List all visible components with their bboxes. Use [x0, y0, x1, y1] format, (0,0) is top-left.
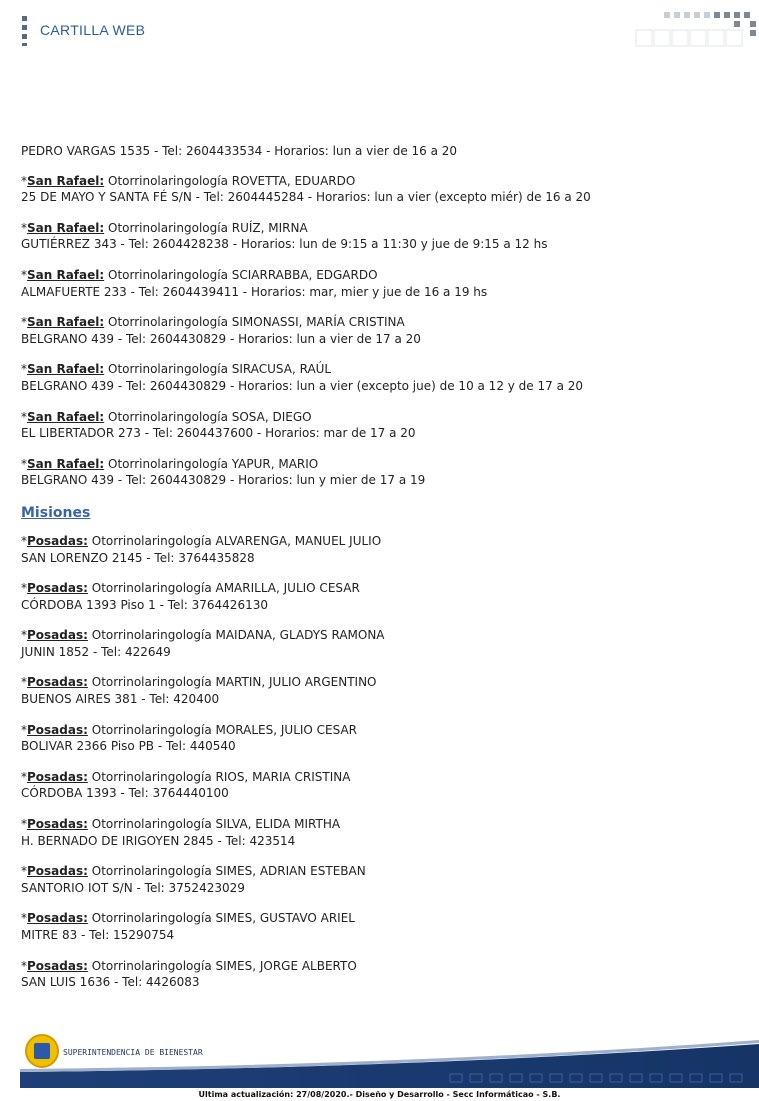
- specialty-provider: Otorrinolaringología MORALES, JULIO CESAR: [91, 722, 358, 737]
- specialty-provider: Otorrinolaringología SIRACUSA, RAÚL: [108, 362, 332, 377]
- list-item: [21, 314, 741, 347]
- footer-wave-band: [20, 1038, 759, 1088]
- location-link[interactable]: Posadas:: [27, 675, 88, 690]
- address-line: BUENOS AIRES 381 - Tel: 420400: [21, 692, 220, 707]
- list-item: [21, 456, 741, 489]
- address-line: PEDRO VARGAS 1535 - Tel: 2604433534 - Horarios: lun a vier de 16 a 20: [21, 144, 458, 158]
- list-item: [21, 769, 741, 802]
- list-item: [21, 580, 741, 613]
- location-link[interactable]: San Rafael:: [27, 267, 105, 282]
- address-line: BELGRANO 439 - Tel: 2604430829 - Horarios: lun a vier (excepto jue) de 10 a 12 y de 17 a 20: [21, 378, 584, 393]
- asterisk: *: [21, 722, 27, 737]
- list-item: [21, 267, 741, 300]
- section-title-misiones[interactable]: Misiones: [21, 504, 91, 521]
- specialty-provider: Otorrinolaringología SOSA, DIEGO: [108, 409, 312, 424]
- address-line: SAN LORENZO 2145 - Tel: 3764435828: [21, 550, 255, 565]
- address-line: ALMAFUERTE 233 - Tel: 2604439411 - Horarios: mar, mier y jue de 16 a 19 hs: [21, 284, 488, 299]
- location-link[interactable]: San Rafael:: [27, 173, 105, 188]
- asterisk: *: [21, 409, 27, 424]
- page-footer: [0, 1030, 759, 1101]
- asterisk: *: [21, 315, 27, 330]
- list-item: [21, 361, 741, 394]
- location-link[interactable]: Posadas:: [27, 533, 88, 548]
- asterisk: *: [21, 628, 27, 643]
- list-item: [21, 627, 741, 660]
- address-line: EL LIBERTADOR 273 - Tel: 2604437600 - Horarios: mar de 17 a 20: [21, 426, 416, 441]
- header-title: CARTILLA WEB: [40, 22, 146, 38]
- page-header: [0, 0, 759, 60]
- asterisk: *: [21, 958, 27, 973]
- specialty-provider: Otorrinolaringología SIMONASSI, MARÍA CRISTINA: [108, 315, 405, 330]
- list-item: [21, 173, 741, 206]
- asterisk: *: [21, 533, 27, 548]
- specialty-provider: Otorrinolaringología YAPUR, MARIO: [108, 456, 319, 471]
- asterisk: *: [21, 220, 27, 235]
- address-line: SAN LUIS 1636 - Tel: 4426083: [21, 975, 200, 990]
- asterisk: *: [21, 817, 27, 832]
- location-link[interactable]: San Rafael:: [27, 362, 105, 377]
- specialty-provider: Otorrinolaringología RUÍZ, MIRNA: [108, 220, 308, 235]
- address-line: 25 DE MAYO Y SANTA FÉ S/N - Tel: 2604445284 - Horarios: lun a vier (excepto miér) de 16 a 20: [21, 190, 591, 205]
- specialty-provider: Otorrinolaringología MARTIN, JULIO ARGENTINO: [91, 675, 377, 690]
- list-item: [21, 863, 741, 896]
- list-item: [21, 533, 741, 566]
- specialty-provider: Otorrinolaringología RIOS, MARIA CRISTINA: [91, 769, 351, 784]
- address-line: JUNIN 1852 - Tel: 422649: [21, 644, 171, 659]
- asterisk: *: [21, 362, 27, 377]
- specialty-provider: Otorrinolaringología AMARILLA, JULIO CESAR: [91, 581, 360, 596]
- location-link[interactable]: San Rafael:: [27, 220, 105, 235]
- list-item: [21, 674, 741, 707]
- specialty-provider: Otorrinolaringología SIMES, GUSTAVO ARIEL: [91, 911, 355, 926]
- location-link[interactable]: Posadas:: [27, 864, 88, 879]
- address-line: SANTORIO IOT S/N - Tel: 3752423029: [21, 880, 245, 895]
- asterisk: *: [21, 769, 27, 784]
- header-pixel-decoration: [634, 10, 759, 50]
- location-link[interactable]: Posadas:: [27, 911, 88, 926]
- location-link[interactable]: Posadas:: [27, 958, 88, 973]
- provider-list: [21, 143, 741, 1005]
- list-item: [21, 722, 741, 755]
- header-accent-bar: [22, 16, 27, 46]
- specialty-provider: Otorrinolaringología SIMES, JORGE ALBERTO: [91, 958, 357, 973]
- address-line: H. BERNADO DE IRIGOYEN 2845 - Tel: 423514: [21, 833, 296, 848]
- specialty-provider: Otorrinolaringología ROVETTA, EDUARDO: [108, 173, 356, 188]
- location-link[interactable]: San Rafael:: [27, 409, 105, 424]
- location-link[interactable]: Posadas:: [27, 769, 88, 784]
- location-link[interactable]: San Rafael:: [27, 315, 105, 330]
- asterisk: *: [21, 675, 27, 690]
- list-item: [21, 958, 741, 991]
- address-line: CÓRDOBA 1393 - Tel: 3764440100: [21, 786, 229, 801]
- list-item: [21, 143, 741, 160]
- list-item: [21, 220, 741, 253]
- specialty-provider: Otorrinolaringología SILVA, ELIDA MIRTHA: [91, 817, 341, 832]
- list-item: [21, 409, 741, 442]
- specialty-provider: Otorrinolaringología ALVARENGA, MANUEL JULIO: [91, 533, 382, 548]
- list-item: [21, 816, 741, 849]
- address-line: GUTIÉRREZ 343 - Tel: 2604428238 - Horarios: lun de 9:15 a 11:30 y jue de 9:15 a 12 hs: [21, 237, 548, 252]
- asterisk: *: [21, 267, 27, 282]
- location-link[interactable]: Posadas:: [27, 581, 88, 596]
- location-link[interactable]: Posadas:: [27, 817, 88, 832]
- address-line: CÓRDOBA 1393 Piso 1 - Tel: 3764426130: [21, 597, 268, 612]
- specialty-provider: Otorrinolaringología MAIDANA, GLADYS RAMONA: [91, 628, 385, 643]
- specialty-provider: Otorrinolaringología SIMES, ADRIAN ESTEBAN: [91, 864, 366, 879]
- location-link[interactable]: Posadas:: [27, 722, 88, 737]
- asterisk: *: [21, 173, 27, 188]
- asterisk: *: [21, 456, 27, 471]
- address-line: BELGRANO 439 - Tel: 2604430829 - Horarios: lun y mier de 17 a 19: [21, 473, 426, 488]
- organization-name: SUPERINTENDENCIA DE BIENESTAR: [63, 1048, 203, 1057]
- specialty-provider: Otorrinolaringología SCIARRABBA, EDGARDO: [108, 267, 378, 282]
- asterisk: *: [21, 911, 27, 926]
- address-line: BOLIVAR 2366 Piso PB - Tel: 440540: [21, 739, 236, 754]
- list-item: [21, 910, 741, 943]
- address-line: BELGRANO 439 - Tel: 2604430829 - Horarios: lun a vier de 17 a 20: [21, 331, 421, 346]
- location-link[interactable]: San Rafael:: [27, 456, 105, 471]
- address-line: MITRE 83 - Tel: 15290754: [21, 928, 175, 942]
- last-update-text: Ultima actualización: 27/08/2020.- Diseño y Desarrollo - Secc Informáticao - S.B.: [198, 1090, 561, 1099]
- asterisk: *: [21, 581, 27, 596]
- organization-logo: [25, 1034, 59, 1068]
- location-link[interactable]: Posadas:: [27, 628, 88, 643]
- asterisk: *: [21, 864, 27, 879]
